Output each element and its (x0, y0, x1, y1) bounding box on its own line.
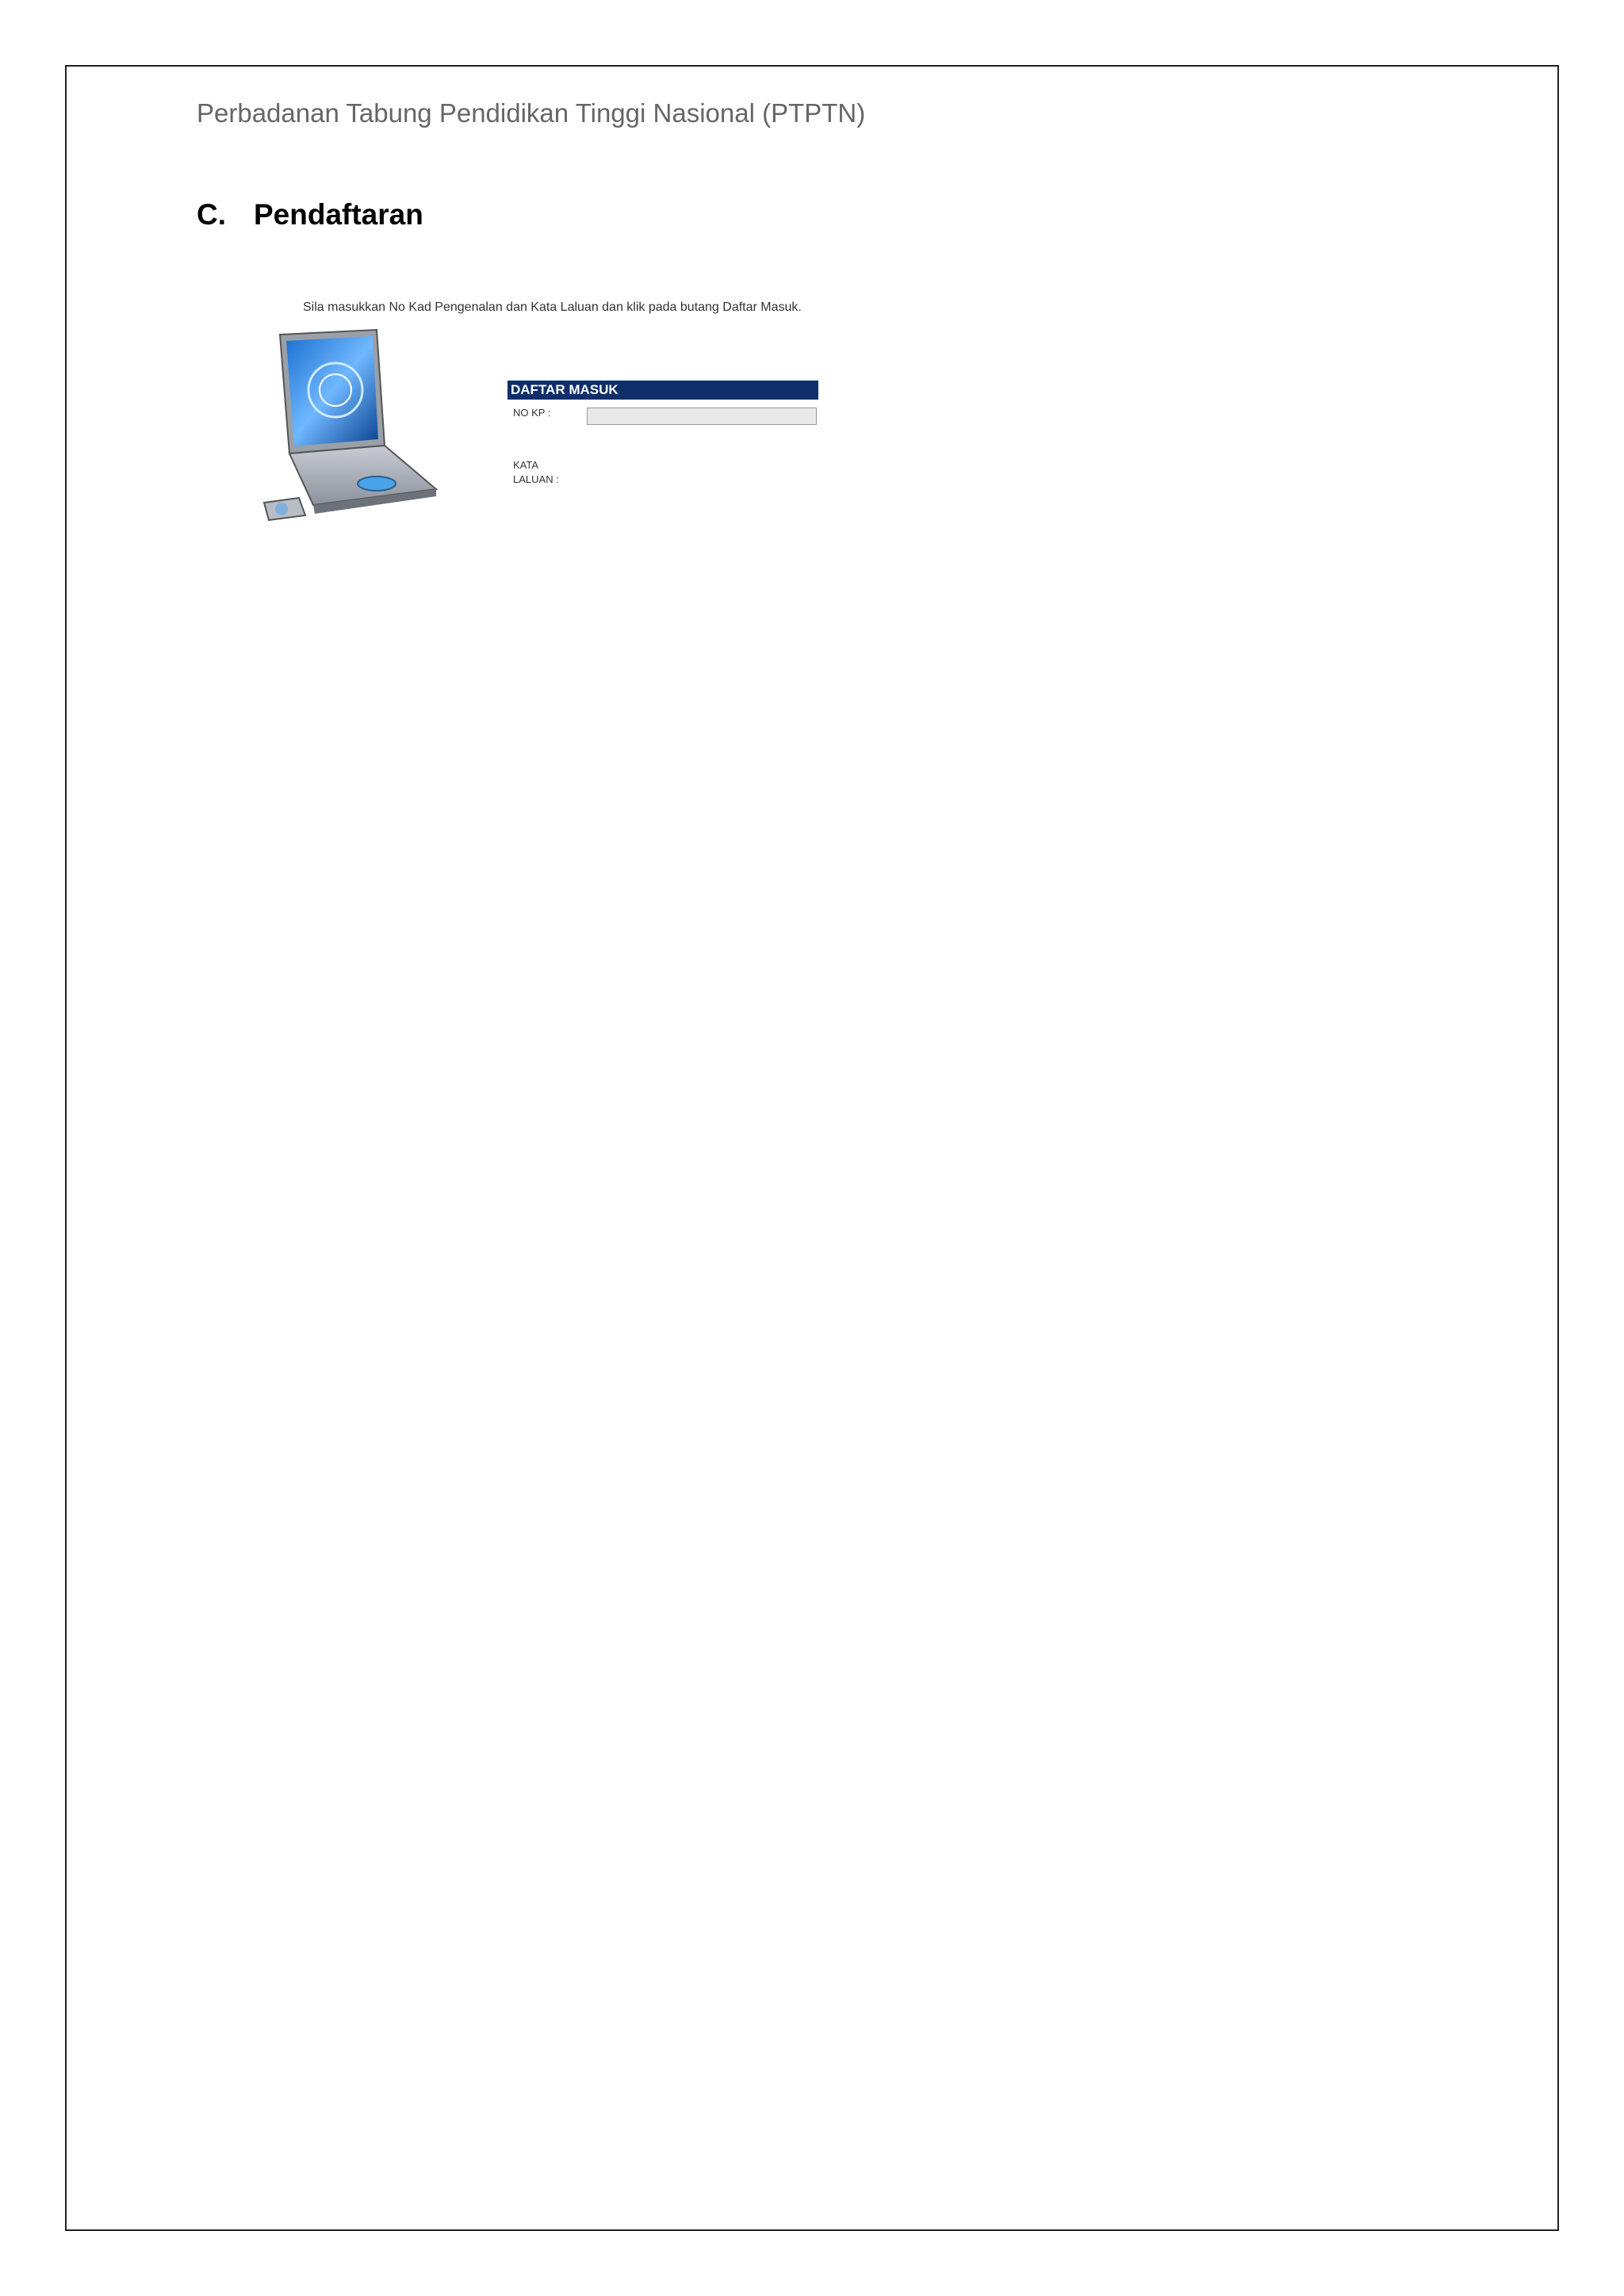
laptop-illustration (258, 327, 440, 533)
nokp-input[interactable] (587, 408, 817, 425)
running-header: Perbadanan Tabung Pendidikan Tinggi Nasional (PTPTN) (197, 98, 866, 128)
nokp-label: NO KP : (513, 407, 551, 419)
laluan-label: LALUAN : (513, 473, 559, 485)
login-instruction: Sila masukkan No Kad Pengenalan dan Kata Laluan dan klik pada butang Daftar Masuk. (303, 300, 802, 314)
login-header-bar: DAFTAR MASUK (508, 381, 818, 400)
login-screenshot (258, 287, 829, 644)
section-number: C. (197, 198, 226, 231)
kata-label: KATA (513, 459, 539, 471)
section-title: Pendaftaran (254, 198, 423, 231)
section-heading (197, 198, 423, 232)
